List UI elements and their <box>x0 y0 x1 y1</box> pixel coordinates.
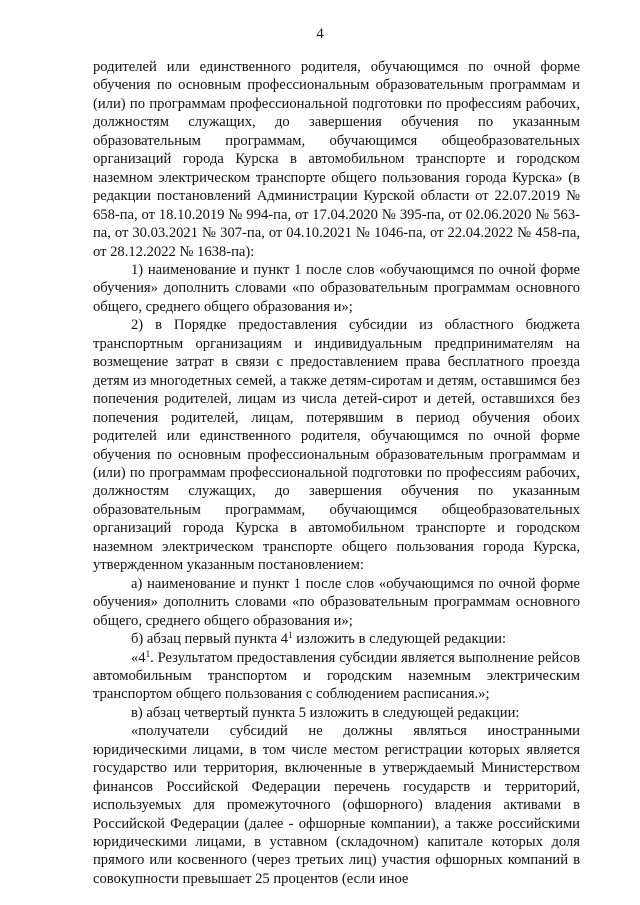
paragraph-quote-4-1-text: «4 <box>131 649 146 666</box>
paragraph-quote-4-1-rest: . Результатом предоставления субсидии является выполнение рейсов автомобильным транспортом и городским наземным электрическим транспортом общего пользования с соблюдением расписания.»; <box>93 649 580 703</box>
paragraph-quote-4-1 <box>93 649 580 704</box>
paragraph-quote-recipients: «получатели субсидий не должны являться иностранными юридическими лицами, в том числе местом регистрации которых является государство или территория, включенные в утверждаемый Министерством финансов Российской Федерации перечень государств и территорий, используемых для промежуточного (офшорного) владения активами в Российской Федерации (далее - офшорные компании), а также российскими юридическими лицами, в уставном (складочном) капитале которых доля прямого или косвенного (через третьих лиц) участия офшорных компаний в совокупности превышает 25 процентов (если иное <box>93 723 580 887</box>
paragraph-intro: родителей или единственного родителя, обучающимся по очной форме обучения по основным профессиональным образовательным программам и (или) по программам профессиональной подготовки по профессиям рабочих, должностям служащих, до завершения обучения по указанным образовательным программам, обучающимся общеобразовательных организаций города Курска в автомобильном транспорте и городском наземном электрическом транспорте общего пользования города Курска» (в редакции постановлений Администрации Курской области от 22.07.2019 № 658-па, от 18.10.2019 № 994-па, от 17.04.2020 № 395-па, от 02.06.2020 № 563-па, от 30.03.2021 № 307-па, от 04.10.2021 № 1046-па, от 22.04.2022 № 458-па, от 28.12.2022 № 1638-па): <box>93 59 580 260</box>
paragraph-item-1: 1) наименование и пункт 1 после слов «обучающимся по очной форме обучения» дополнить словами «по образовательным программам основного общего, среднего общего образования и»; <box>93 261 580 315</box>
paragraph-item-2v: в) абзац четвертый пункта 5 изложить в следующей редакции: <box>131 704 520 721</box>
paragraph-item-2b-text: б) абзац первый пункта 4 <box>131 631 289 648</box>
paragraph-item-2a: а) наименование и пункт 1 после слов «обучающимся по очной форме обучения» дополнить словами «по образовательным программам основного общего, среднего общего образования и»; <box>93 575 580 629</box>
superscript: 1 <box>288 630 293 641</box>
paragraph-item-2b <box>93 630 580 648</box>
superscript: 1 <box>145 648 151 659</box>
paragraph-item-2b-rest: изложить в следующей редакции: <box>292 631 507 648</box>
page-number: 4 <box>316 26 324 42</box>
paragraph-item-2: 2) в Порядке предоставления субсидии из областного бюджета транспортным организациям и индивидуальным предпринимателям на возмещение затрат в связи с предоставлением права бесплатного проезда детям из многодетных семей, а также детям-сиротам и детям, оставшимся без попечения родителей, лицам из числа детей-сирот и детей, оставшихся без попечения родителей, лицам, потерявшим в период обучения обоих родителей или единственного родителя, обучающимся по очной форме обучения по основным профессиональным образовательным программам и (или) по программам профессиональной подготовки по профессиям рабочих, должностям служащих, до завершения обучения по указанным образовательным программам, обучающимся общеобразовательных организаций города Курска в автомобильном транспорте и городском наземном электрическом транспорте общего пользования города Курска, утвержденном указанным постановлением: <box>93 317 580 574</box>
document-body <box>93 58 580 888</box>
